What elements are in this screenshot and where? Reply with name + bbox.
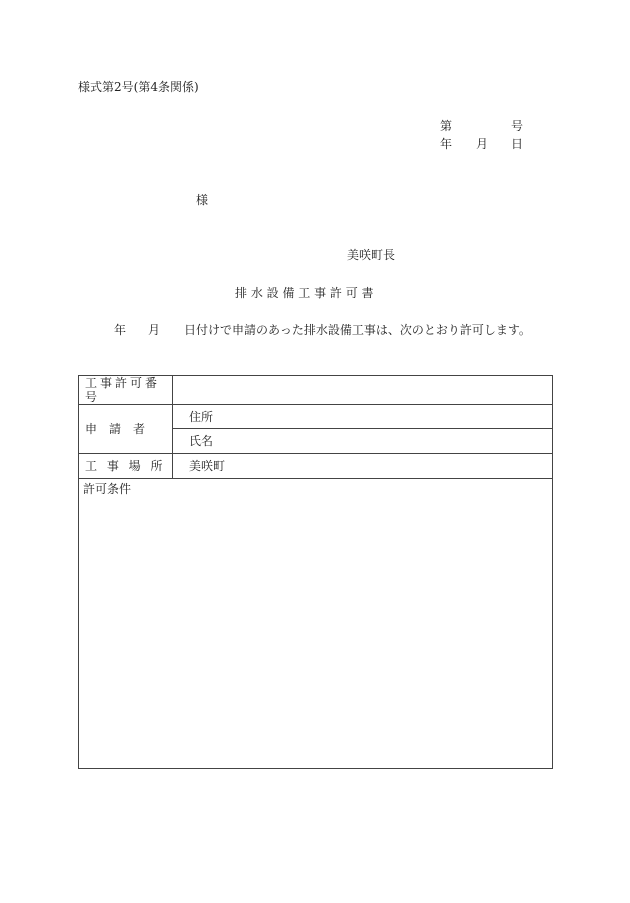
number-suffix: 号 [511,119,524,133]
table-row-conditions [79,479,553,769]
address-label: 住所 [173,405,553,429]
name-label: 氏名 [173,429,553,454]
applicant-label: 申 請 者 [79,405,173,454]
table-row-applicant-address [79,405,553,429]
date-year: 年 [440,137,453,151]
document-title: 排 水 設 備 工 事 許 可 書 [235,286,374,300]
addressee-suffix: 様 [196,193,209,207]
table-row-site [79,454,553,479]
body-text: 日付けで申請のあった排水設備工事は、次のとおり許可します。 [184,323,531,337]
date-day: 日 [511,137,524,151]
site-value: 美咲町 [173,454,553,479]
form-id: 様式第2号(第4条関係) [78,80,199,94]
number-prefix: 第 [440,119,453,133]
body-month: 月 [148,323,161,337]
issuer: 美咲町長 [347,248,396,262]
body-year: 年 [114,323,127,337]
permit-table [78,375,553,769]
site-label: 工 事 場 所 [79,454,173,479]
permit-number-value [173,376,553,405]
table-row-permit-number [79,376,553,405]
permit-number-label: 工事許可番号 [79,376,173,405]
date-month: 月 [476,137,489,151]
conditions-label: 許可条件 [79,479,553,769]
